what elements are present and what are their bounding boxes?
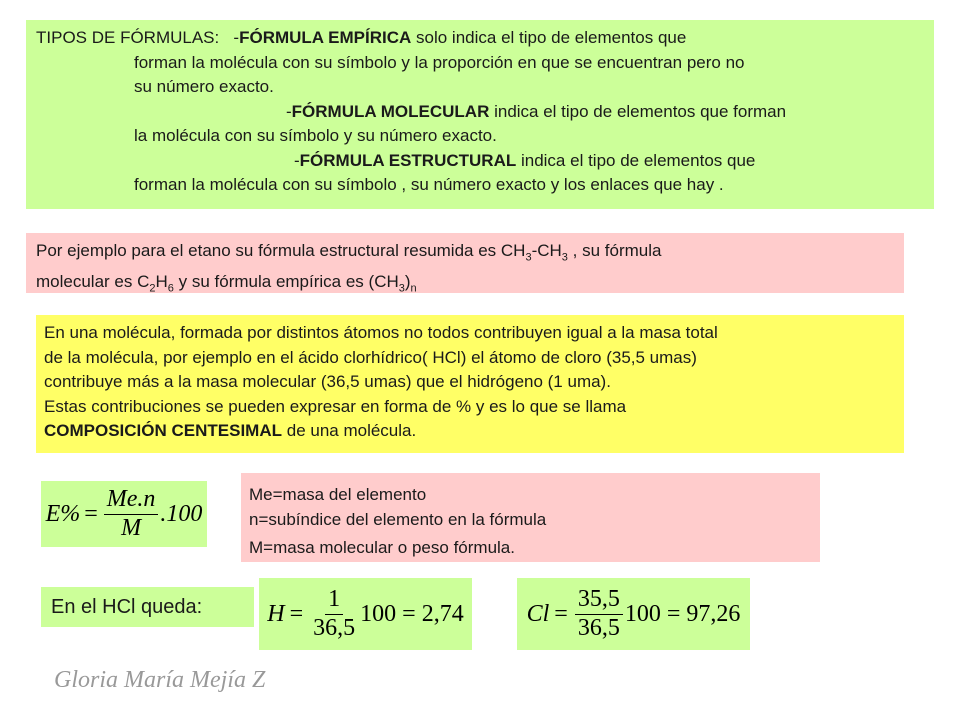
example-line-2: molecular es $C_2H_6$ y su fórmula empírica es $(CH_3)_n$ [36, 271, 417, 295]
explanation-line-2: de la molécula, por ejemplo en el ácido clorhídrico( HCl) el átomo de cloro (35,5 umas) [44, 347, 697, 367]
chlorine-formula: Cl = $\frac{35,5}{36,5}$ 100 = 97,26 [517, 578, 750, 650]
variables-legend [241, 473, 820, 562]
explanation-line-5: COMPOSICIÓN CENTESIMAL de una molécula. [44, 421, 417, 440]
ethane-example-box [26, 233, 904, 293]
composition-explanation-box [36, 315, 904, 453]
explanation-line-3: contribuye más a la masa molecular (36,5 umas) que el hidrógeno (1 uma). [44, 372, 611, 391]
molecular-line-1: -FÓRMULA MOLECULAR indica el tipo de elementos que forman [286, 101, 787, 121]
percent-composition-formula: E% = $\frac{Me.n}{M}$ .100 [41, 481, 207, 547]
molecular-line-2: la molécula con su símbolo y su número exacto. [134, 126, 497, 145]
main-fraction: $\frac{Me.n}{M}$ [104, 486, 159, 542]
hydrogen-fraction: $\frac{1}{36,5}$ [313, 585, 356, 641]
hcl-label: En el HCl queda: [41, 587, 254, 627]
formula-types-box [26, 20, 934, 209]
legend-m: M=masa molecular o peso fórmula. [249, 538, 515, 557]
molecular-term: FÓRMULA MOLECULAR [291, 101, 490, 121]
empirica-term: FÓRMULA EMPÍRICA [239, 28, 412, 47]
legend-me: Me=masa del elemento [249, 485, 427, 504]
composition-term: COMPOSICIÓN CENTESIMAL [44, 421, 283, 440]
author-signature: Gloria María Mejía Z [54, 667, 266, 693]
legend-n: n=subíndice del elemento en la fórmula [249, 510, 547, 529]
empirica-line-2: forman la molécula con su símbolo y la proporción en que se encuentran pero no [134, 52, 745, 72]
empirica-line-1: TIPOS DE FÓRMULAS: -FÓRMULA EMPÍRICA solo indica el tipo de elementos que [36, 28, 687, 47]
estructural-term: FÓRMULA ESTRUCTURAL [299, 150, 517, 170]
estructural-line-2: forman la molécula con su símbolo , su número exacto y los enlaces que hay . [134, 175, 724, 194]
estructural-line-1: -FÓRMULA ESTRUCTURAL indica el tipo de elementos que [294, 150, 756, 170]
types-heading: TIPOS DE FÓRMULAS: [36, 28, 220, 47]
hydrogen-formula: H = $\frac{1}{36,5}$ 100 = 2,74 [259, 578, 472, 650]
example-line-1: Por ejemplo para el etano su fórmula estructural resumida es $CH_3-CH_3$ , su fórmula [36, 241, 662, 264]
empirica-line-3: su número exacto. [134, 77, 274, 96]
chlorine-fraction: $\frac{35,5}{36,5}$ [575, 586, 623, 642]
explanation-line-1: En una molécula, formada por distintos átomos no todos contribuyen igual a la masa total [44, 323, 718, 342]
explanation-line-4: Estas contribuciones se pueden expresar en forma de % y es lo que se llama [44, 396, 627, 416]
